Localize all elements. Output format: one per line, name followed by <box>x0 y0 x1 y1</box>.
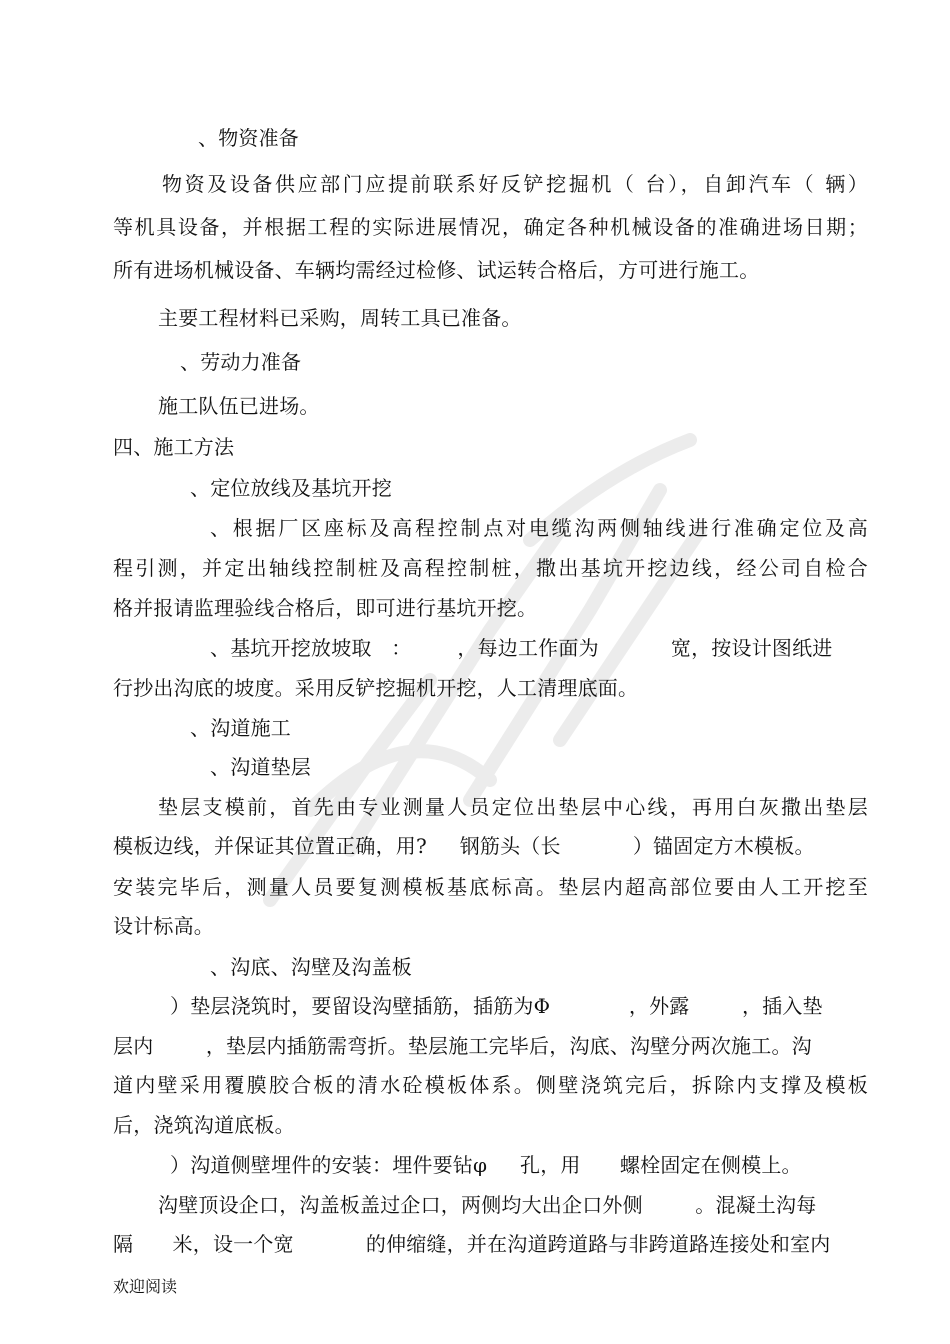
paragraph-line: 设计标高。 <box>113 914 214 938</box>
paragraph-line: 程引测，并定出轴线控制桩及高程控制桩，撒出基坑开挖边线，经公司自检合 <box>113 556 868 580</box>
page-footer: 欢迎阅读 <box>113 1277 178 1296</box>
paragraph-line: 行抄出沟底的坡度。采用反铲挖掘机开挖，人工清理底面。 <box>113 676 639 700</box>
paragraph-line: 、根据厂区座标及高程控制点对电缆沟两侧轴线进行准确定位及高 <box>210 516 868 540</box>
paragraph-line: 主要工程材料已采购，周转工具已准备。 <box>158 306 522 330</box>
paragraph-line: 所有进场机械设备、车辆均需经过检修、试运转合格后，方可进行施工。 <box>113 258 760 282</box>
paragraph-line: 道内壁采用覆膜胶合板的清水砼模板体系。侧壁浇筑完后，拆除内支撑及模板 <box>113 1073 868 1097</box>
paragraph-line: ）垫层浇筑时，要留设沟壁插筋，插筋为Φ ，外露 ，插入垫 <box>170 994 823 1018</box>
section-heading-labor: 、劳动力准备 <box>180 350 302 374</box>
section-heading-trench: 、沟道施工 <box>190 716 291 740</box>
paragraph-line: 等机具设备，并根据工程的实际进展情况，确定各种机械设备的准确进场日期； <box>113 215 868 239</box>
section-heading-methods: 四、施工方法 <box>113 435 235 459</box>
paragraph-line: 、基坑开挖放坡取 ： ，每边工作面为 宽，按设计图纸进 <box>210 636 833 660</box>
paragraph-line: 安装完毕后，测量人员要复测模板基底标高。垫层内超高部位要由人工开挖至 <box>113 875 868 899</box>
paragraph-line: 垫层支模前，首先由专业测量人员定位出垫层中心线，再用白灰撒出垫层 <box>158 795 868 819</box>
paragraph-line: 沟壁顶设企口，沟盖板盖过企口，两侧均大出企口外侧 。混凝土沟每 <box>158 1193 817 1217</box>
paragraph-line: 施工队伍已进场。 <box>158 394 320 418</box>
paragraph-line: 物资及设备供应部门应提前联系好反铲挖掘机（ 台），自卸汽车（ 辆） <box>162 172 868 196</box>
paragraph-line: 后，浇筑沟道底板。 <box>113 1113 295 1137</box>
paragraph-line: 格并报请监理验线合格后，即可进行基坑开挖。 <box>113 596 538 620</box>
paragraph-line: 隔 米，设一个宽 的伸缩缝，并在沟道跨道路与非跨道路连接处和室内 <box>113 1232 831 1256</box>
paragraph-line: 层内 ，垫层内插筋需弯折。垫层施工完毕后，沟底、沟壁分两次施工。沟 <box>113 1034 812 1058</box>
paragraph-line: ）沟道侧壁埋件的安装：埋件要钻φ 孔，用 螺栓固定在侧模上。 <box>170 1153 802 1177</box>
section-heading-positioning: 、定位放线及基坑开挖 <box>190 476 392 500</box>
section-heading-cushion: 、沟道垫层 <box>210 755 311 779</box>
paragraph-line: 模板边线，并保证其位置正确，用? 钢筋头（长 ）锚固定方木模板。 <box>113 834 815 858</box>
section-heading-walls: 、沟底、沟壁及沟盖板 <box>210 955 412 979</box>
section-heading-materials: 、物资准备 <box>198 126 299 150</box>
